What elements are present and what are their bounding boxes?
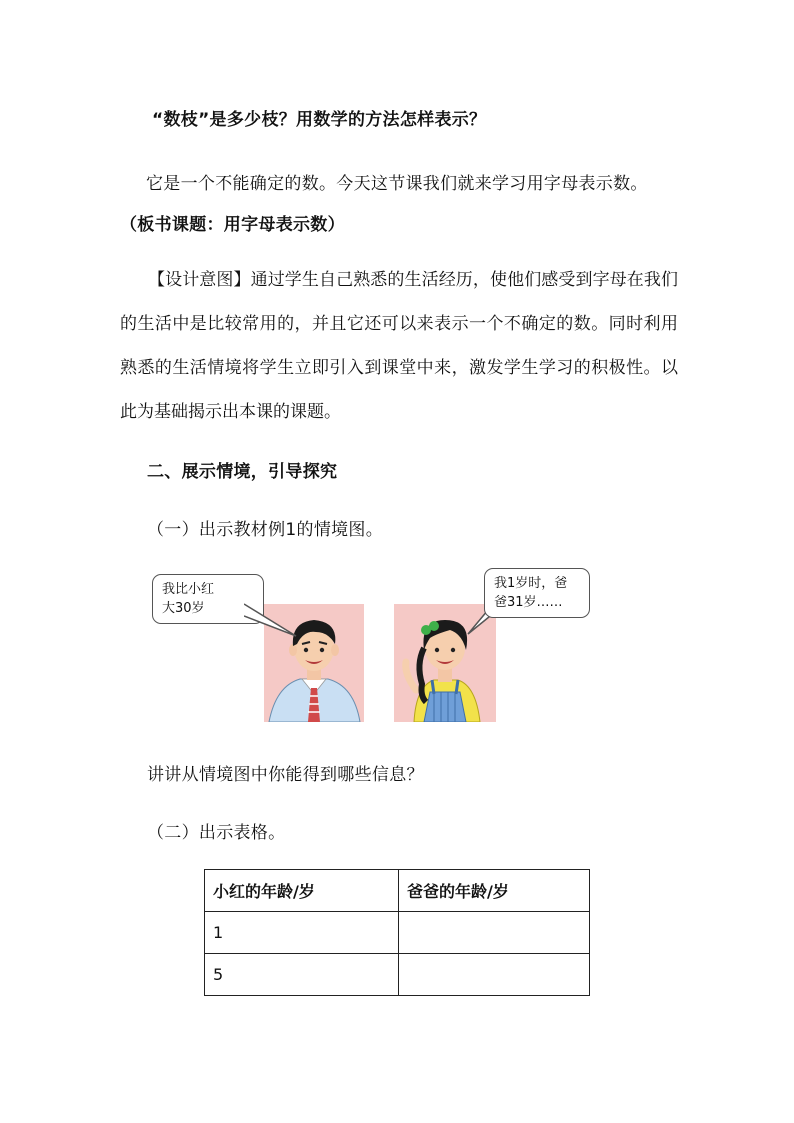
step-two-line: （二）出示表格。 <box>147 823 286 843</box>
question-line: “数枝”是多少枝？用数学的方法怎样表示？ <box>152 110 487 130</box>
table-header-cell: 小红的年龄/岁 <box>205 870 399 912</box>
prompt-line: 讲讲从情境图中你能得到哪些信息？ <box>147 765 424 785</box>
age-table <box>204 869 590 996</box>
table-row <box>205 954 590 996</box>
table-cell <box>399 912 590 954</box>
step-one-line: （一）出示教材例1的情境图。 <box>147 520 384 540</box>
table-cell: 5 <box>205 954 399 996</box>
girl-speech-line1: 我1岁时，爸 <box>494 576 568 591</box>
table-cell <box>399 954 590 996</box>
father-speech-line2: 大30岁 <box>162 601 205 616</box>
table-header-cell: 爸爸的年龄/岁 <box>399 870 590 912</box>
answer-line: 它是一个不能确定的数。今天这节课我们就来学习用字母表示数。 <box>146 174 648 194</box>
girl-scene <box>392 566 592 722</box>
design-intent-paragraph: 【设计意图】通过学生自己熟悉的生活经历，使他们感受到字母在我们的生活中是比较常用的，并且它还可以来表示一个不确定的数。同时利用熟悉的生活情境将学生立即引入到课堂中来，激发学生学习的积极性。以此为基础揭示出本课的课题。 <box>120 270 678 422</box>
table-header-row <box>205 870 590 912</box>
girl-speech-bubble <box>484 568 590 618</box>
table-cell: 1 <box>205 912 399 954</box>
father-speech-tail <box>244 602 304 642</box>
girl-speech-line2: 爸31岁…… <box>494 595 563 610</box>
blackboard-title: （板书课题：用字母表示数） <box>120 215 345 235</box>
father-speech-line1: 我比小红 <box>162 582 215 597</box>
table-row <box>205 912 590 954</box>
father-scene <box>150 572 366 722</box>
section-two-heading: 二、展示情境，引导探究 <box>147 462 338 482</box>
